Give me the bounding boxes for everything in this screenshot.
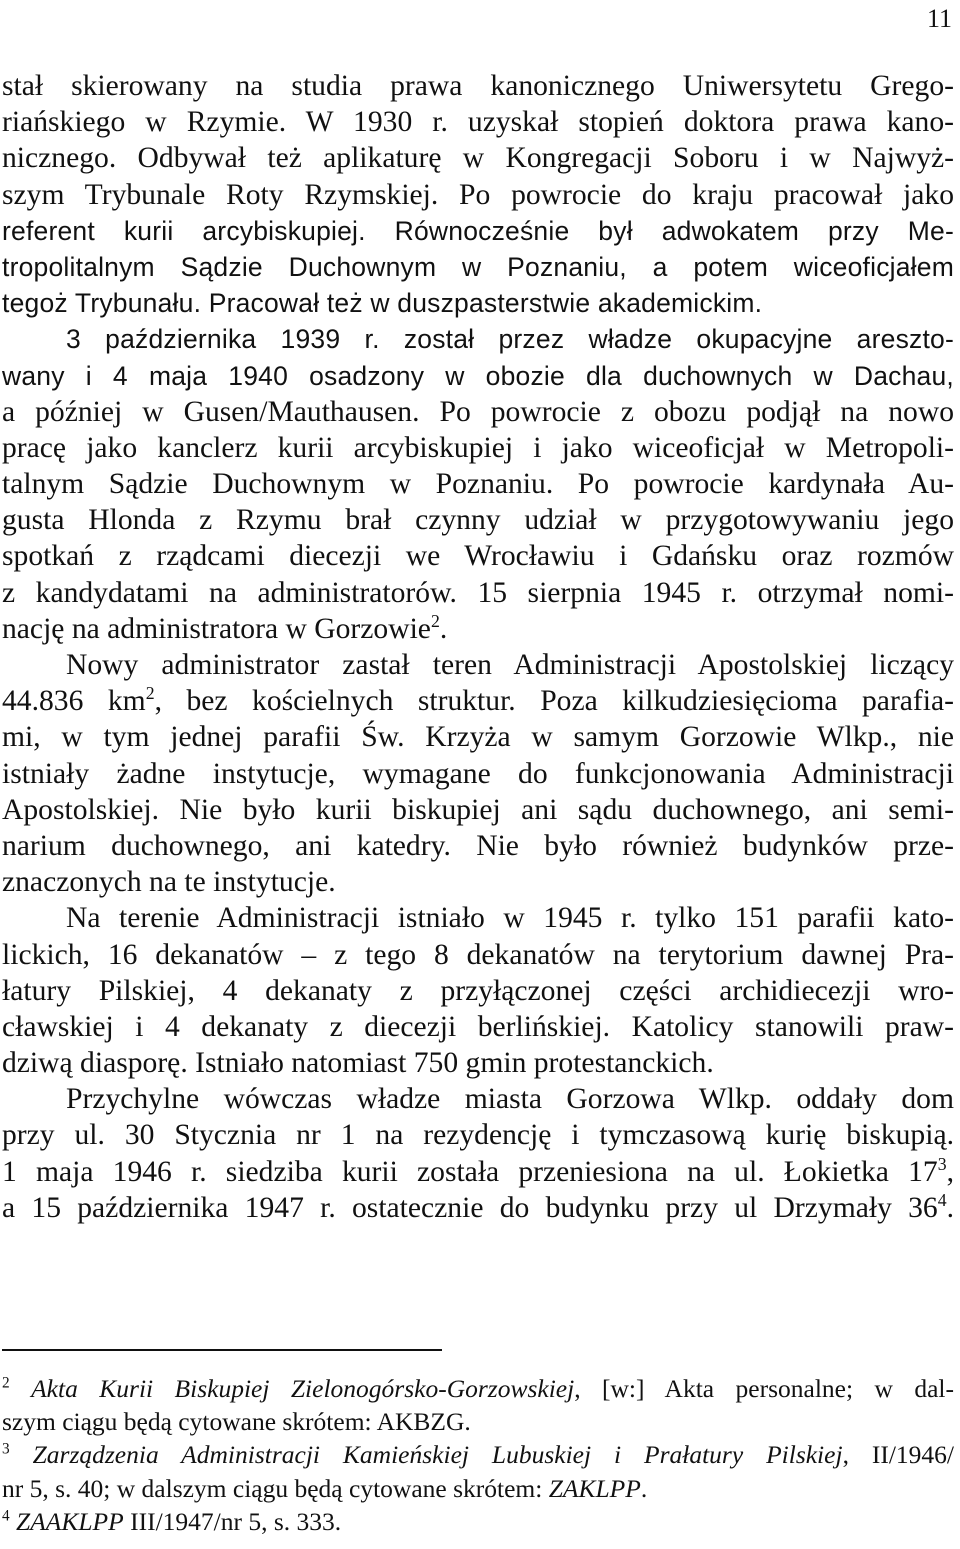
superscript: 2	[145, 683, 155, 704]
footnote-text: , II/1946/	[842, 1440, 955, 1470]
text-line: łatury Pilskiej, 4 dekanaty z przyłączonej części archidiecezji wro-	[2, 974, 954, 1007]
text-fragment: 44.836 km	[2, 685, 146, 718]
text-line: cławskiej i 4 dekanaty z diecezji berlińskiej. Katolicy stanowili praw-	[2, 1010, 954, 1043]
text-fragment: 1 maja 1946 r. siedziba kurii została przeniesiona na ul. Łokietka 17	[2, 1155, 938, 1188]
text-fragment: ,	[946, 1155, 954, 1188]
footnote-title: Akta Kurii Biskupiej Zielonogórsko-Gorzowskiej	[31, 1374, 575, 1403]
text-line: a później w Gusen/Mauthausen. Po powrocie z obozu podjął na nowo	[2, 395, 954, 428]
footnote-line	[2, 1505, 954, 1538]
text-line: wany i 4 maja 1940 osadzony w obozie dla duchownych w Dachau,	[2, 360, 954, 391]
text-line: Apostolskiej. Nie było kurii biskupiej ani sądu duchownego, ani semi-	[2, 793, 954, 826]
footnote-abbrev: ZAKLPP	[548, 1473, 641, 1503]
footnote-line	[2, 1372, 954, 1405]
text-line: mi, w tym jednej parafii Św. Krzyża w samym Gorzowie Wlkp., nie	[2, 721, 954, 754]
text-line: istniały żadne instytucje, wymagane do funkcjonowania Administracji	[2, 757, 954, 790]
text-fragment: , bez kościelnych struktur. Poza kilkudziesięcioma parafia-	[154, 685, 954, 718]
text-line: dziwą diasporę. Istniało natomiast 750 gmin protestanckich.	[2, 1047, 714, 1080]
text-line: szym Trybunale Roty Rzymskiej. Po powrocie do kraju pracował jako	[2, 178, 954, 211]
footnote-line	[2, 1438, 954, 1471]
text-line: referent kurii arcybiskupiej. Równocześnie był adwokatem przy Me-	[2, 215, 954, 246]
text-line: spotkań z rządcami diecezji we Wrocławiu i Gdańsku oraz rozmów	[2, 540, 954, 573]
text-line: narium duchownego, ani katedry. Nie było również budynków prze-	[2, 829, 954, 862]
footnote-ref: 3	[937, 1153, 947, 1174]
footnote-line: szym ciągu będą cytowane skrótem: AKBZG.	[2, 1407, 471, 1437]
body-text	[2, 68, 954, 1226]
footnote-number: 3	[2, 1440, 10, 1458]
text-line	[2, 1154, 954, 1190]
text-fragment: a 15 października 1947 r. ostatecznie do budynku przy ul Drzymały 36	[2, 1191, 938, 1224]
text-line: talnym Sądzie Duchownym w Poznaniu. Po powrocie kardynała Au-	[2, 468, 954, 501]
text-line: Przychylne wówczas władze miasta Gorzowa Wlkp. oddały dom	[66, 1083, 954, 1116]
text-line: przy ul. 30 Stycznia nr 1 na rezydencję i tymczasową kurię biskupią.	[2, 1119, 954, 1152]
footnote-text: nr 5, s. 40; w dalszym ciągu będą cytowane skrótem:	[2, 1473, 549, 1503]
footnote-ref: 2	[430, 610, 440, 631]
footnote-text: , [w:] Akta personalne; w dal-	[574, 1374, 954, 1403]
text-line: tropolitalnym Sądzie Duchownym w Poznaniu, a potem wiceoficjałem	[2, 251, 954, 282]
text-line: Nowy administrator zastał teren Administracji Apostolskiej liczący	[66, 649, 954, 681]
footnote-title: ZAAKLPP	[16, 1506, 124, 1536]
text-line: z kandydatami na administratorów. 15 sierpnia 1945 r. otrzymał nomi-	[2, 576, 954, 609]
text-line: lickich, 16 dekanatów – z tego 8 dekanatów na terytorium dawnej Pra-	[2, 938, 954, 971]
text-line: riańskiego w Rzymie. W 1930 r. uzyskał stopień doktora prawa kano-	[2, 106, 954, 139]
footnote-text: III/1947/nr 5, s. 333.	[123, 1506, 342, 1536]
text-line: nację na administratora w Gorzowie$^2$.	[2, 610, 448, 645]
text-fragment: nację na administratora w Gorzowie	[2, 612, 431, 645]
footnote-separator	[2, 1349, 442, 1351]
footnote-text: .	[640, 1473, 648, 1503]
text-line: stał skierowany na studia prawa kanonicznego Uniwersytetu Grego-	[2, 70, 954, 102]
text-line: 3 października 1939 r. został przez władze okupacyjne areszto-	[66, 324, 954, 355]
text-line	[2, 683, 954, 719]
text-line: tegoż Trybunału. Pracował też w duszpasterstwie akademickim.	[2, 288, 763, 319]
footnote-line	[2, 1472, 954, 1505]
footnote-ref: 4	[937, 1189, 947, 1210]
footnote-number: 2	[2, 1374, 10, 1392]
footnote-number: 4	[2, 1507, 10, 1525]
text-line: nicznego. Odbywał też aplikaturę w Kongregacji Soboru i w Najwyż-	[2, 142, 954, 175]
page-number: 11	[926, 4, 952, 33]
footnote-title: Zarządzenia Administracji Kamieńskiej Lubuskiej i Prałatury Pilskiej	[32, 1440, 843, 1470]
text-line: Na terenie Administracji istniało w 1945 r. tylko 151 parafii kato-	[66, 902, 954, 935]
text-line: gusta Hlonda z Rzymu brał czynny udział w przygotowywaniu jego	[2, 504, 954, 537]
footnotes	[2, 1372, 954, 1538]
text-fragment: .	[946, 1191, 954, 1224]
text-line	[2, 1190, 954, 1226]
text-line: pracę jako kanclerz kurii arcybiskupiej i jako wiceoficjał w Metropoli-	[2, 431, 954, 464]
text-line: znaczonych na te instytucje.	[2, 866, 336, 899]
